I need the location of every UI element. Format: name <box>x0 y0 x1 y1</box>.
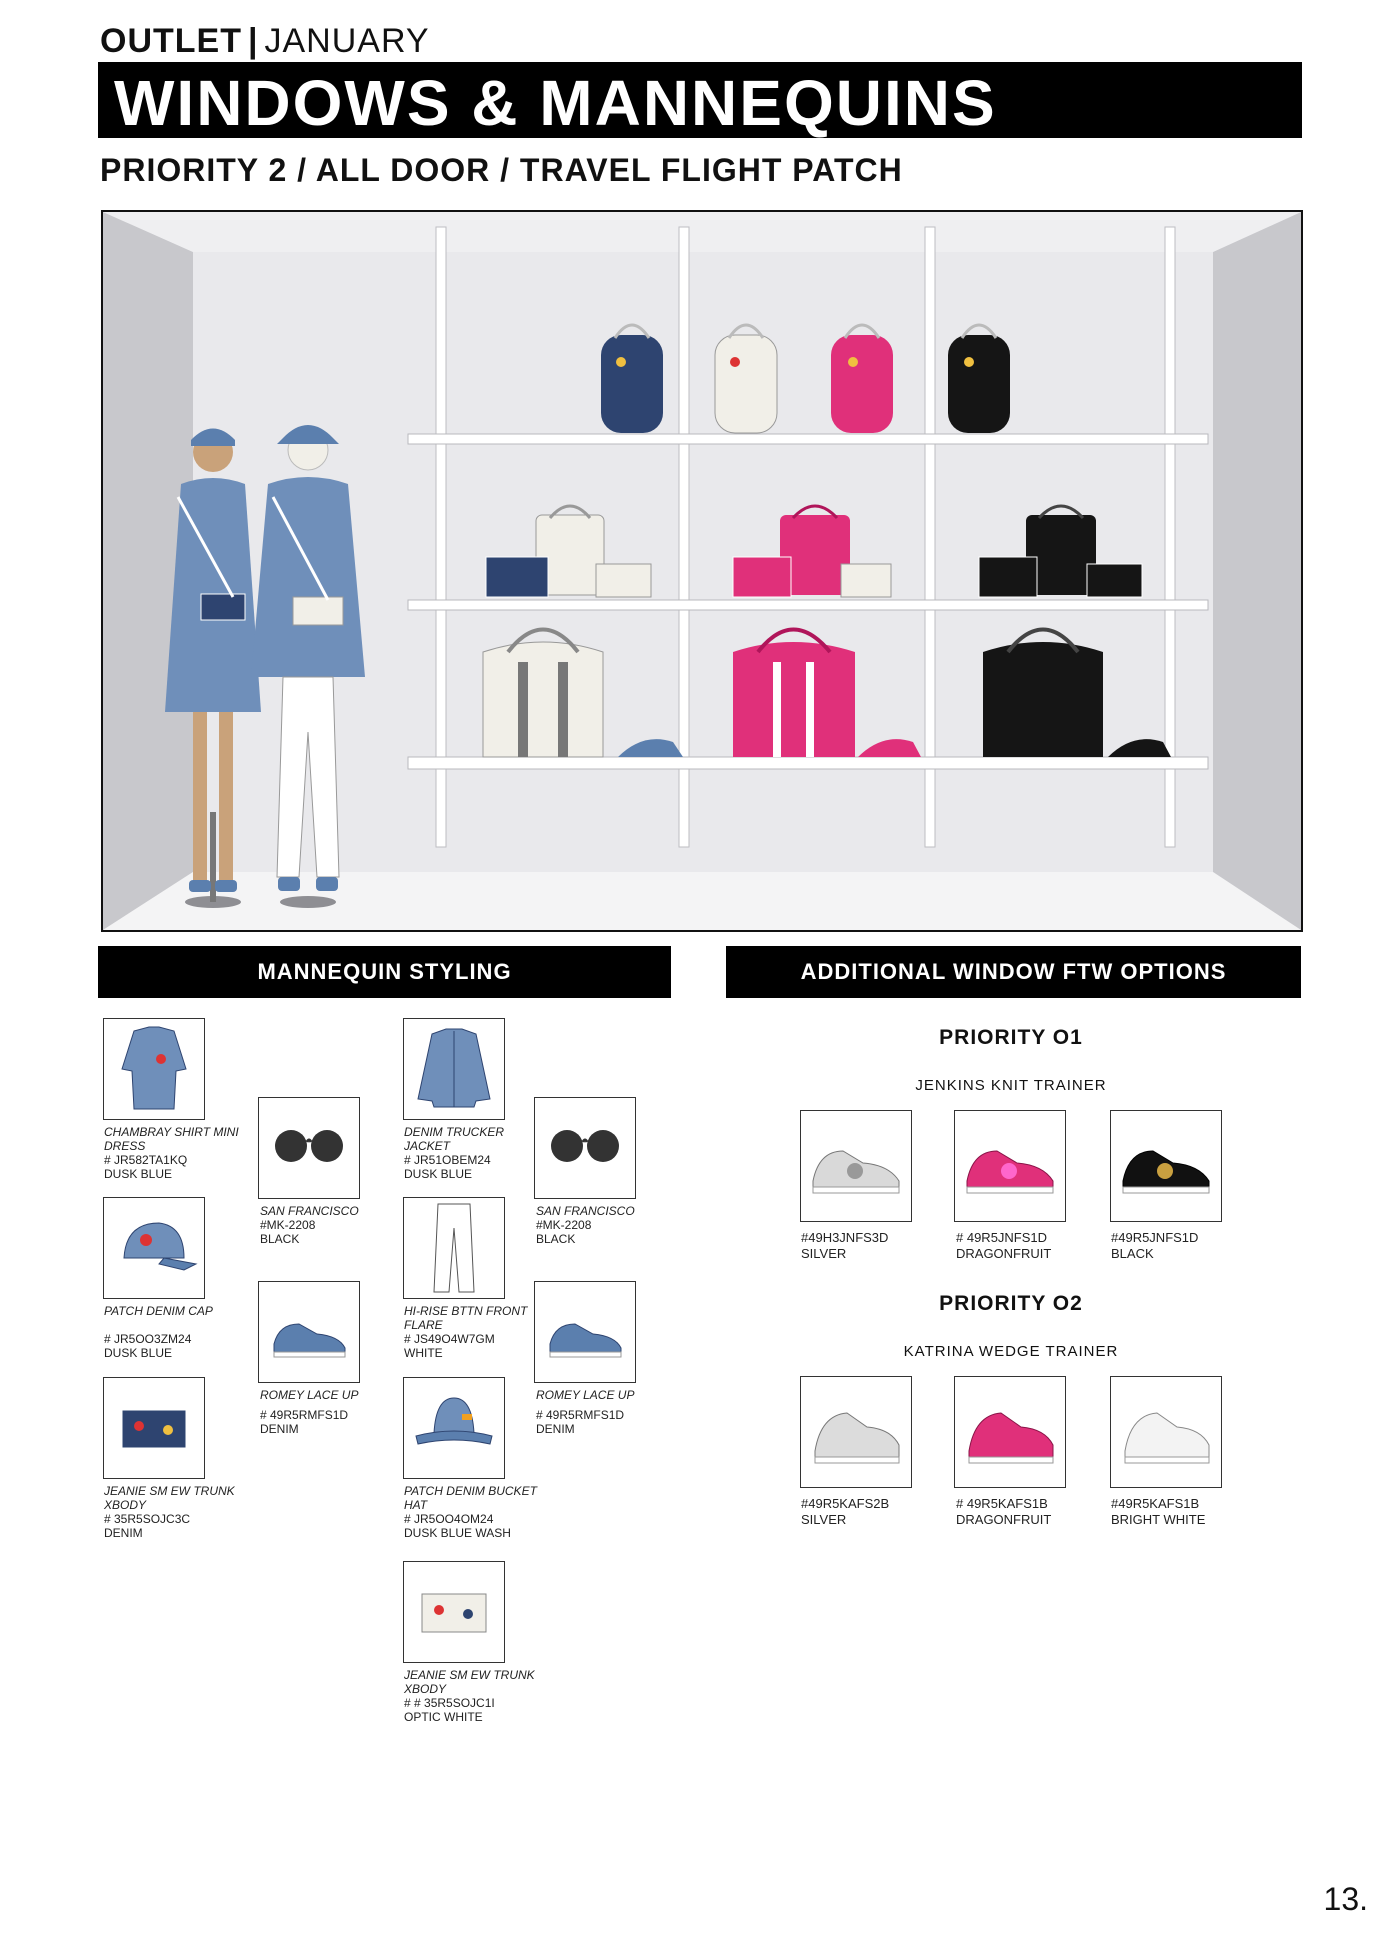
product-thumb[interactable] <box>258 1097 360 1199</box>
product-caption <box>536 1388 676 1436</box>
pants-icon <box>404 1198 504 1298</box>
ftw-thumb[interactable] <box>954 1110 1066 1222</box>
month-label: JANUARY <box>264 22 430 60</box>
product-color: DUSK BLUE <box>104 1346 173 1360</box>
product-thumb[interactable] <box>103 1377 205 1479</box>
product-code: #MK-2208 <box>260 1218 316 1232</box>
ftw-code: #49R5JNFS1D <box>1111 1230 1199 1245</box>
page-title: WINDOWS & MANNEQUINS <box>114 67 997 139</box>
ftw-thumb[interactable] <box>1110 1376 1222 1488</box>
product-code: # 35R5SOJC3C <box>104 1512 191 1526</box>
product-name: SAN FRANCISCO <box>260 1204 359 1218</box>
header-separator: | <box>247 22 259 60</box>
ftw-color: BRIGHT WHITE <box>1111 1512 1206 1527</box>
ftw-color: SILVER <box>801 1512 847 1527</box>
priority-heading: PRIORITY O2 <box>939 1292 1083 1315</box>
product-thumb[interactable] <box>534 1281 636 1383</box>
jacket-icon <box>404 1019 504 1119</box>
middle-shelf-bags <box>486 506 1142 597</box>
wedge-sneaker-icon <box>801 1377 911 1487</box>
ftw-color: DRAGONFRUIT <box>956 1246 1052 1261</box>
bucket-hat-icon <box>404 1378 504 1478</box>
section-label: OUTLET <box>100 22 242 60</box>
ftw-caption <box>801 1496 931 1528</box>
page-subtitle: PRIORITY 2 / ALL DOOR / TRAVEL FLIGHT PATCH <box>100 152 903 188</box>
product-name: CHAMBRAY SHIRT MINI DRESS <box>104 1125 239 1153</box>
product-caption <box>104 1304 244 1360</box>
product-caption <box>104 1125 244 1181</box>
product-name: ROMEY LACE UP <box>536 1388 635 1402</box>
product-code: # JR582TA1KQ <box>104 1153 188 1167</box>
ftw-thumb[interactable] <box>800 1376 912 1488</box>
page-title-bar <box>98 62 1302 138</box>
window-display-illustration <box>101 210 1303 932</box>
product-caption <box>404 1668 544 1724</box>
ftw-caption <box>956 1496 1086 1528</box>
product-color: DUSK BLUE WASH <box>404 1526 511 1540</box>
ftw-thumb[interactable] <box>954 1376 1066 1488</box>
product-name: ROMEY LACE UP <box>260 1388 359 1402</box>
product-caption <box>536 1204 676 1246</box>
ftw-caption <box>956 1230 1086 1262</box>
ftw-code: # 49R5JNFS1D <box>956 1230 1048 1245</box>
product-code: # JS49O4W7GM <box>404 1332 495 1346</box>
product-color: DUSK BLUE <box>104 1167 173 1181</box>
product-color: DENIM <box>104 1526 143 1540</box>
ftw-color: SILVER <box>801 1246 847 1261</box>
cap-icon <box>104 1198 204 1298</box>
ftw-color: DRAGONFRUIT <box>956 1512 1052 1527</box>
product-thumb[interactable] <box>403 1018 505 1120</box>
ftw-code: #49R5KAFS2B <box>801 1496 890 1511</box>
product-name: PATCH DENIM BUCKET HAT <box>404 1484 537 1512</box>
product-name: HI-RISE BTTN FRONT FLARE <box>404 1304 528 1332</box>
product-caption <box>404 1125 544 1181</box>
wedge-sneaker-icon <box>1111 1377 1221 1487</box>
page-number: 13. <box>1323 1881 1368 1917</box>
sneaker-icon <box>259 1282 359 1382</box>
ftw-product-name: KATRINA WEDGE TRAINER <box>903 1343 1119 1360</box>
product-thumb[interactable] <box>403 1197 505 1299</box>
sunglasses-icon <box>535 1098 635 1198</box>
product-code: # # 35R5SOJC1I <box>404 1696 495 1710</box>
product-color: DENIM <box>260 1422 299 1436</box>
ftw-thumb[interactable] <box>1110 1110 1222 1222</box>
product-name: DENIM TRUCKER JACKET <box>404 1125 505 1153</box>
product-thumb[interactable] <box>403 1377 505 1479</box>
product-color: OPTIC WHITE <box>404 1710 483 1724</box>
product-name: JEANIE SM EW TRUNK XBODY <box>104 1484 235 1512</box>
product-caption <box>104 1484 244 1540</box>
ftw-caption <box>1111 1496 1241 1528</box>
ftw-product-name: JENKINS KNIT TRAINER <box>915 1077 1107 1094</box>
product-caption <box>404 1484 544 1540</box>
ftw-thumb[interactable] <box>800 1110 912 1222</box>
shirt-dress-icon <box>104 1019 204 1119</box>
product-code: # 49R5RMFS1D <box>536 1408 625 1422</box>
mannequin-styling-header: MANNEQUIN STYLING <box>98 946 671 998</box>
ftw-code: #49R5KAFS1B <box>1111 1496 1200 1511</box>
product-code: # JR5OO3ZM24 <box>104 1332 192 1346</box>
header-line <box>100 22 430 61</box>
ftw-caption <box>801 1230 931 1262</box>
ftw-options-header: ADDITIONAL WINDOW FTW OPTIONS <box>726 946 1301 998</box>
product-thumb[interactable] <box>534 1097 636 1199</box>
sneaker-icon <box>801 1111 911 1221</box>
product-name: SAN FRANCISCO <box>536 1204 635 1218</box>
window-ceiling <box>103 212 1301 252</box>
bottom-shelf-duffels <box>483 630 1171 758</box>
ftw-code: #49H3JNFS3D <box>801 1230 889 1245</box>
ftw-color: BLACK <box>1111 1246 1154 1261</box>
product-color: WHITE <box>404 1346 443 1360</box>
window-scene <box>103 212 1301 930</box>
product-thumb[interactable] <box>403 1561 505 1663</box>
crossbody-bag-icon <box>104 1378 204 1478</box>
sunglasses-icon <box>259 1098 359 1198</box>
window-right-wall <box>1213 212 1301 930</box>
priority-heading: PRIORITY O1 <box>939 1026 1083 1049</box>
wedge-sneaker-icon <box>955 1377 1065 1487</box>
product-caption <box>260 1204 400 1246</box>
product-code: # JR51OBEM24 <box>404 1153 491 1167</box>
product-caption <box>260 1388 400 1436</box>
ftw-code: # 49R5KAFS1B <box>956 1496 1048 1511</box>
product-code: # 49R5RMFS1D <box>260 1408 349 1422</box>
sneaker-icon <box>1111 1111 1221 1221</box>
ftw-caption <box>1111 1230 1241 1262</box>
product-thumb[interactable] <box>103 1197 205 1299</box>
product-thumb[interactable] <box>258 1281 360 1383</box>
product-name: JEANIE SM EW TRUNK XBODY <box>404 1668 535 1696</box>
product-color: DENIM <box>536 1422 575 1436</box>
product-color: BLACK <box>260 1232 300 1246</box>
product-color: BLACK <box>536 1232 576 1246</box>
product-thumb[interactable] <box>103 1018 205 1120</box>
sneaker-icon <box>955 1111 1065 1221</box>
sneaker-icon <box>535 1282 635 1382</box>
crossbody-bag-icon <box>404 1562 504 1662</box>
product-code: # JR5OO4OM24 <box>404 1512 494 1526</box>
product-caption <box>404 1304 544 1360</box>
product-color: DUSK BLUE <box>404 1167 473 1181</box>
product-code: #MK-2208 <box>536 1218 592 1232</box>
product-name: PATCH DENIM CAP <box>104 1304 213 1318</box>
